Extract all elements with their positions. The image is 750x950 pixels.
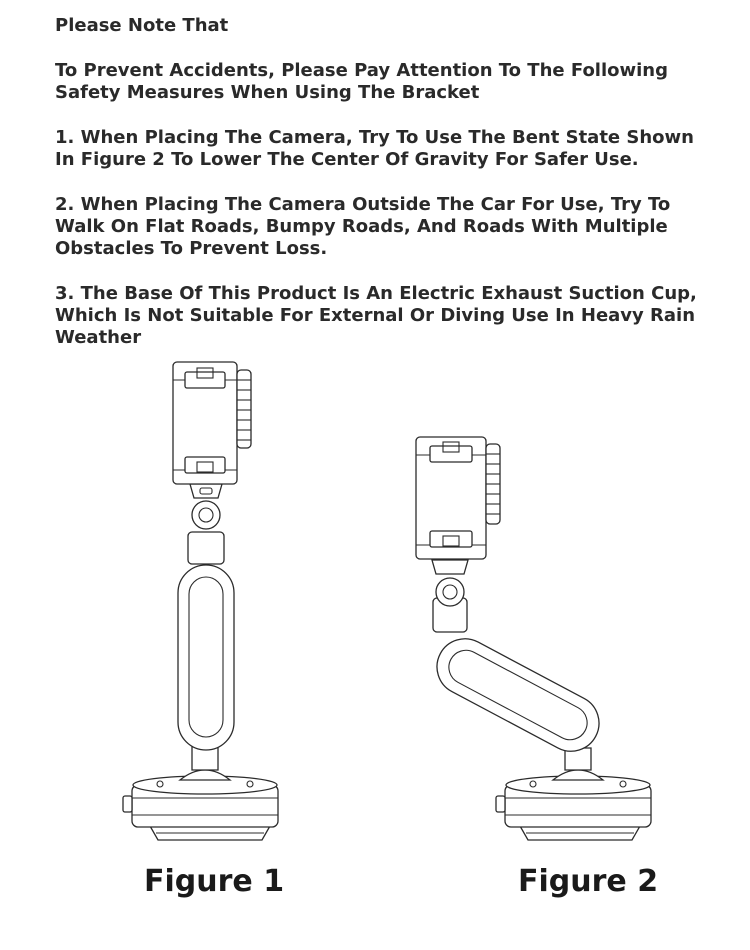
figure-1-caption: Figure 1: [144, 864, 285, 899]
figure-2-drawing: [416, 437, 651, 840]
notice-heading: Please Note That: [55, 15, 229, 36]
figure-2-caption: Figure 2: [518, 864, 659, 899]
notice-item-1: 1. When Placing The Camera, Try To Use The Bent State Shown In Figure 2 To Lower The Center Of Gravity For Safer Use.: [55, 127, 694, 170]
notice-item-2: 2. When Placing The Camera Outside The Car For Use, Try To Walk On Flat Roads, Bumpy Roads, And Roads With Multiple Obstacles To Prevent Loss.: [55, 194, 671, 259]
notice-item-3: 3. The Base Of This Product Is An Electric Exhaust Suction Cup, Which Is Not Suitable For External Or Diving Use In Heavy Rain Weather: [55, 283, 697, 348]
safety-notice: [55, 15, 705, 372]
product-illustrations: [0, 355, 750, 900]
notice-intro: To Prevent Accidents, Please Pay Attention To The Following Safety Measures When Using The Bracket: [55, 60, 669, 103]
figure-1-drawing: [123, 362, 278, 840]
